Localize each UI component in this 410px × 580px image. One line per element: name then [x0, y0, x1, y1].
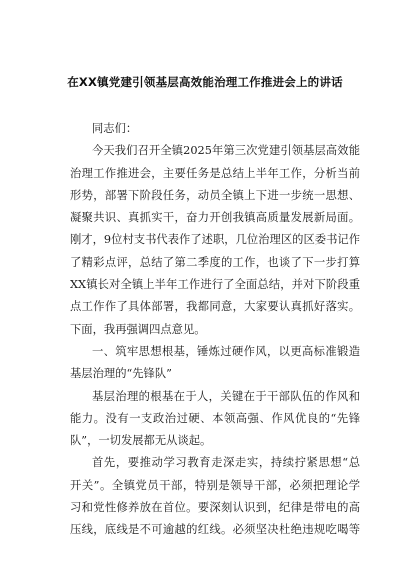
text-line: 今天我们召开全镇2025年第三次党建引领基层高效能	[92, 144, 360, 158]
text-line: 同志们：	[92, 122, 138, 135]
text-line: 一、筑牢思想根基，锤炼过硬作风，以更高标准锻造	[92, 344, 360, 358]
text-line: 形势，部署下阶段任务，动员全镇上下进一步统一思想、	[70, 188, 360, 202]
text-line: 习和党性修养放在首位。要深刻认识到，纪律是带电的高	[70, 501, 360, 515]
text-line: 下面，我再强调四点意见。	[70, 322, 206, 336]
text-line: 点工作作了具体部署，我都同意，大家要认真抓好落实。	[70, 300, 360, 314]
text-line: 开关”。全镇党员干部，特别是领导干部，必须把理论学	[70, 478, 360, 492]
text-line: 基层治理的根基在于人，关键在于干部队伍的作风和	[92, 389, 360, 403]
text-line: 凝聚共识、真抓实干，奋力开创我镇高质量发展新局面。	[70, 211, 360, 225]
text-line: 压线，底线是不可逾越的红线。必须坚决杜绝违规吃喝等	[70, 523, 360, 537]
text-line: 刚才，9位村支书代表作了述职，几位治理区的区委书记作	[70, 233, 360, 247]
text-line: 首先，要推动学习教育走深走实，持续拧紧思想“总	[92, 456, 360, 470]
document-title: 在XX镇党建引领基层高效能治理工作推进会上的讲话	[67, 75, 343, 89]
text-line: 能力。没有一支政治过硬、本领高强、作风优良的“先锋	[70, 411, 360, 425]
text-line: 队”，一切发展都无从谈起。	[70, 434, 212, 448]
text-line: XX镇长对全镇上半年工作进行了全面总结，并对下阶段重	[70, 278, 360, 292]
text-line: 了精彩点评，总结了第二季度的工作，也谈了下一步打算	[70, 255, 360, 269]
text-line: 治理工作推进会，主要任务是总结上半年工作，分析当前	[70, 166, 360, 180]
text-line: 基层治理的“先锋队”	[70, 367, 172, 381]
document-body	[70, 118, 360, 542]
